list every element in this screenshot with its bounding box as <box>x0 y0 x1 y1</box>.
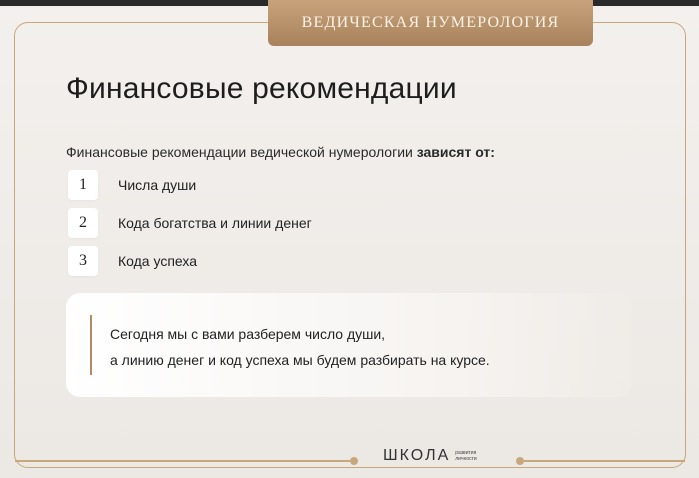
page-title: Финансовые рекомендации <box>66 72 457 105</box>
logo-subtitle <box>455 450 476 462</box>
list-number: 1 <box>68 170 98 200</box>
intro-regular: Финансовые рекомендации ведической нумерологии <box>66 144 413 160</box>
logo-sub-1: развития <box>455 450 477 456</box>
list-number: 2 <box>68 208 98 238</box>
intro-text <box>66 144 495 160</box>
footer-divider-left <box>15 460 350 462</box>
list-label: Числа души <box>118 177 197 193</box>
footer-dot-right <box>516 457 524 465</box>
logo-text: ШКОЛА <box>383 447 451 464</box>
header-tab <box>268 0 593 46</box>
list-item <box>68 208 312 238</box>
header-label: ВЕДИЧЕСКАЯ НУМЕРОЛОГИЯ <box>301 14 560 31</box>
logo-sub-2: личности <box>455 456 477 462</box>
list-label: Кода успеха <box>118 253 198 269</box>
school-logo <box>377 447 483 465</box>
list-item <box>68 170 196 200</box>
note-text <box>110 321 490 373</box>
footer-dot-left <box>350 457 358 465</box>
note-accent-bar <box>90 315 92 375</box>
list-item <box>68 246 197 276</box>
footer-divider-right <box>524 460 685 462</box>
intro-bold: зависят от: <box>416 144 495 160</box>
note-line-1: Сегодня мы с вами разберем число души, <box>110 326 386 342</box>
list-number: 3 <box>68 246 98 276</box>
note-line-2: а линию денег и код успеха мы будем разбирать на курсе. <box>110 352 490 368</box>
list-label: Кода богатства и линии денег <box>118 215 312 231</box>
note-box <box>66 293 632 397</box>
